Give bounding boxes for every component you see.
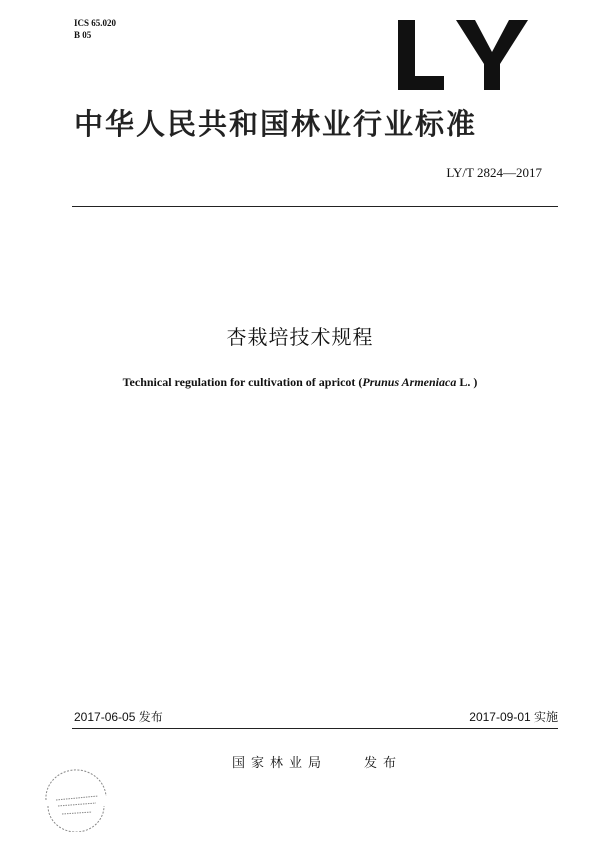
- ccs-code: B 05: [74, 30, 92, 40]
- seal-stamp: [40, 766, 112, 832]
- issue-date: 2017-06-05 发布: [74, 710, 163, 724]
- implementation-date: 2017-09-01 实施: [469, 710, 558, 724]
- document-title-en: [40, 373, 560, 391]
- title-en-suffix: L. ): [456, 375, 478, 389]
- issuing-authority: 国家林业局: [232, 756, 328, 771]
- standard-number: LY/T 2824—2017: [446, 165, 542, 180]
- issue-label: 发布: [364, 756, 403, 771]
- header-divider: [72, 206, 558, 207]
- standard-type-heading: 中华人民共和国林业行业标准: [74, 107, 478, 141]
- ly-logo: [396, 14, 532, 94]
- title-en-prefix: Technical regulation for cultivation of apricot (: [122, 375, 363, 389]
- title-en-latin-name: Prunus Armeniaca: [362, 375, 457, 389]
- document-title-cn: 杏栽培技术规程: [226, 325, 374, 349]
- ics-code: ICS 65.020: [74, 18, 117, 28]
- footer-divider: [72, 728, 558, 729]
